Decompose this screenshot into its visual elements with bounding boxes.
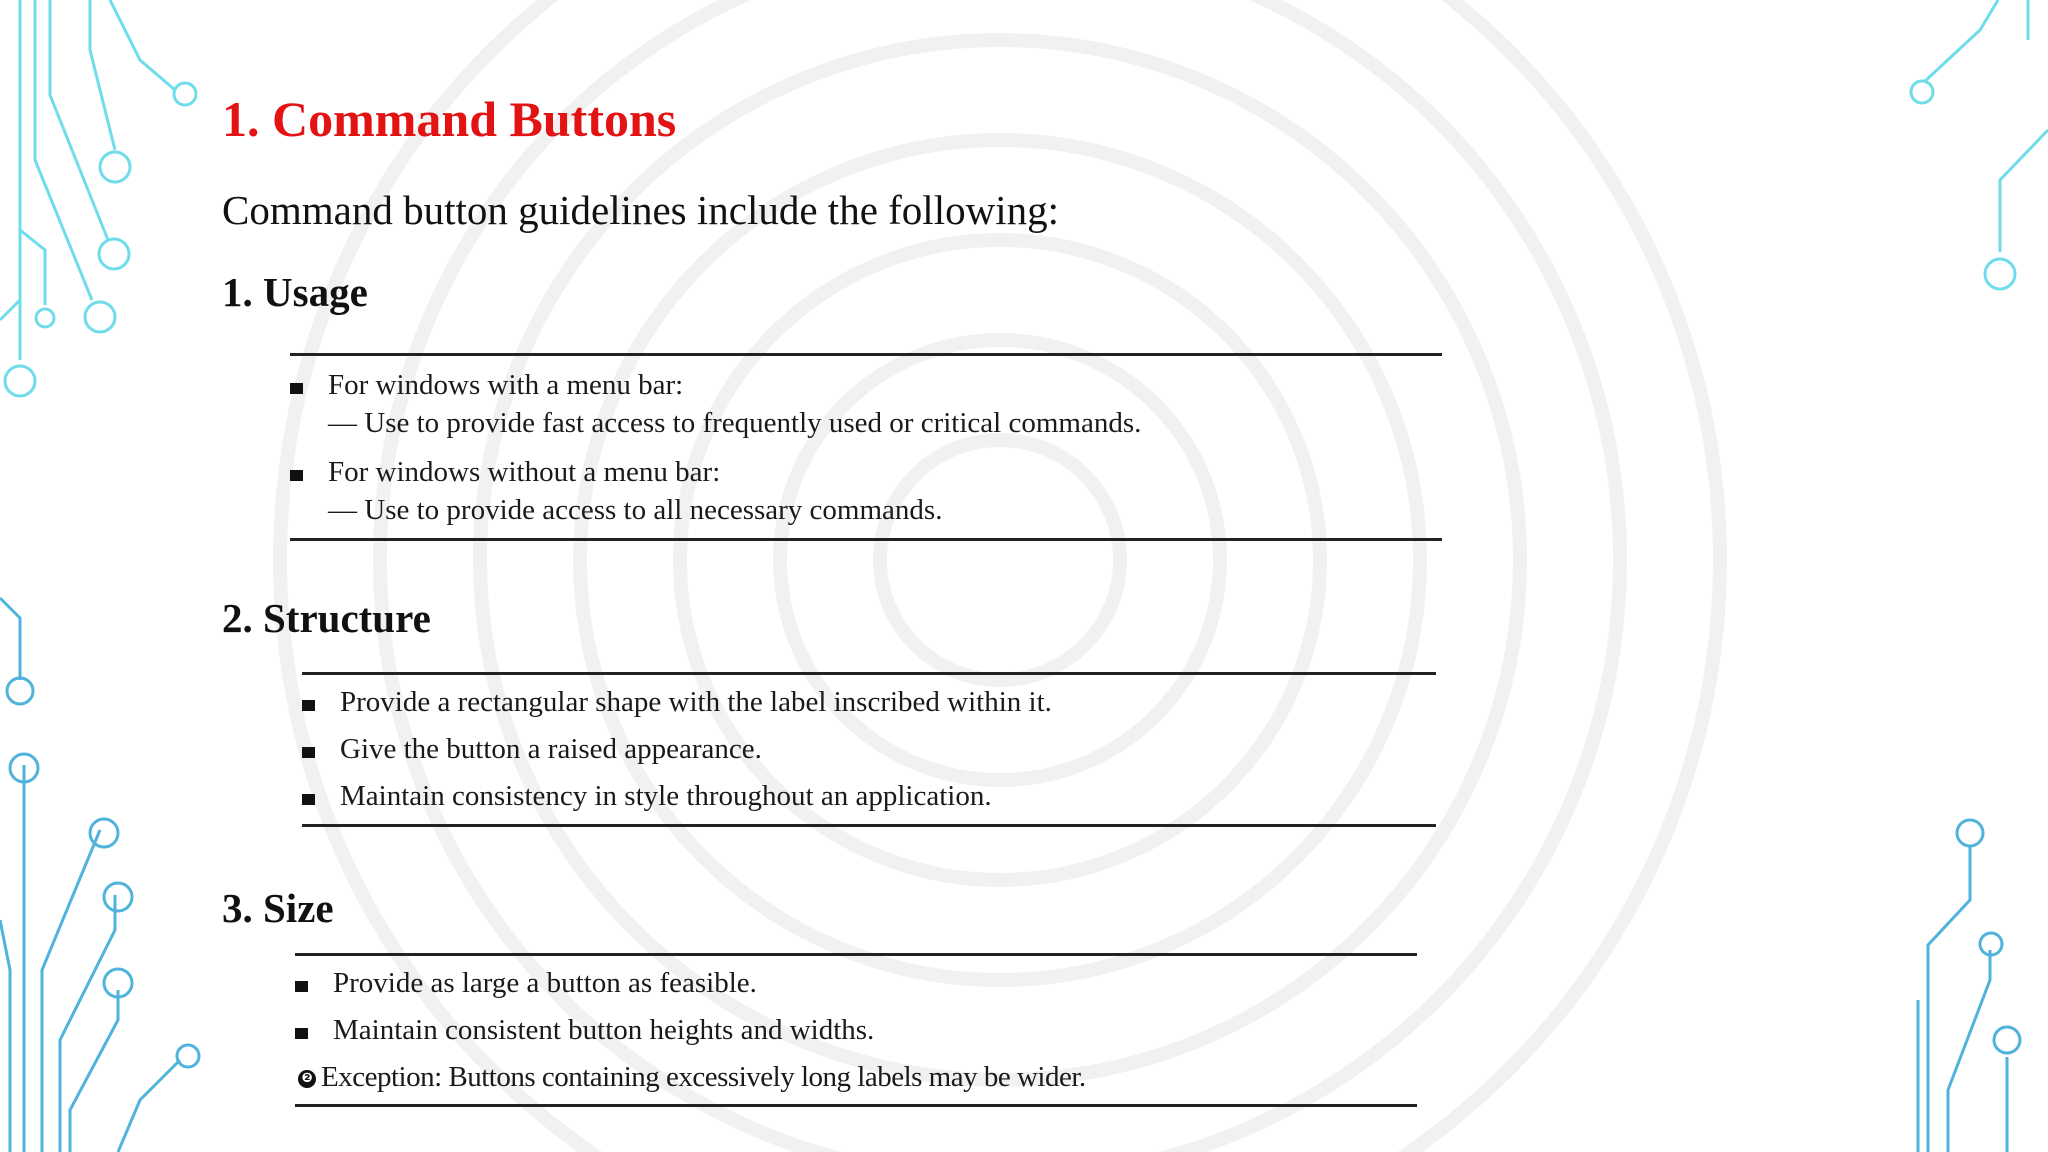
list-item: Provide a rectangular shape with the label inscribed within it. [302,685,1436,725]
size-guideline-box [295,953,1417,1107]
bullet-icon [295,981,308,992]
section-heading-structure: 2. Structure [222,595,431,641]
list-item: Maintain consistency in style throughout an application. [302,779,1436,819]
list-item: Give the button a raised appearance. [302,732,1436,772]
bullet-icon [302,747,315,758]
bullet-icon [302,700,315,711]
circuit-decoration-top-right [1880,0,2048,300]
circuit-decoration-bottom-left [0,590,220,1152]
list-item: For windows with a menu bar: — Use to provide fast access to frequently used or critical commands. [290,368,1442,448]
bullet-icon [290,470,303,481]
intro-text: Command button guidelines include the following: [222,187,1059,233]
circuit-decoration-bottom-right [1900,800,2048,1152]
list-item: Maintain consistent button heights and widths. [295,1013,1417,1053]
circled-number-icon: ❷ [298,1070,316,1088]
list-item: For windows without a menu bar: — Use to provide access to all necessary commands. [290,455,1442,535]
structure-guideline-box [302,672,1436,827]
section-heading-usage: 1. Usage [222,269,368,315]
bullet-icon [290,383,303,394]
list-item: Provide as large a button as feasible. [295,966,1417,1006]
circuit-decoration-top-left [0,0,220,400]
bullet-icon [302,794,315,805]
slide-title: 1. Command Buttons [222,91,677,147]
exception-note: ❷ Exception: Buttons containing excessively long labels may be wider. [295,1060,1417,1100]
usage-guideline-box [290,353,1442,541]
section-heading-size: 3. Size [222,885,334,931]
bullet-icon [295,1028,308,1039]
